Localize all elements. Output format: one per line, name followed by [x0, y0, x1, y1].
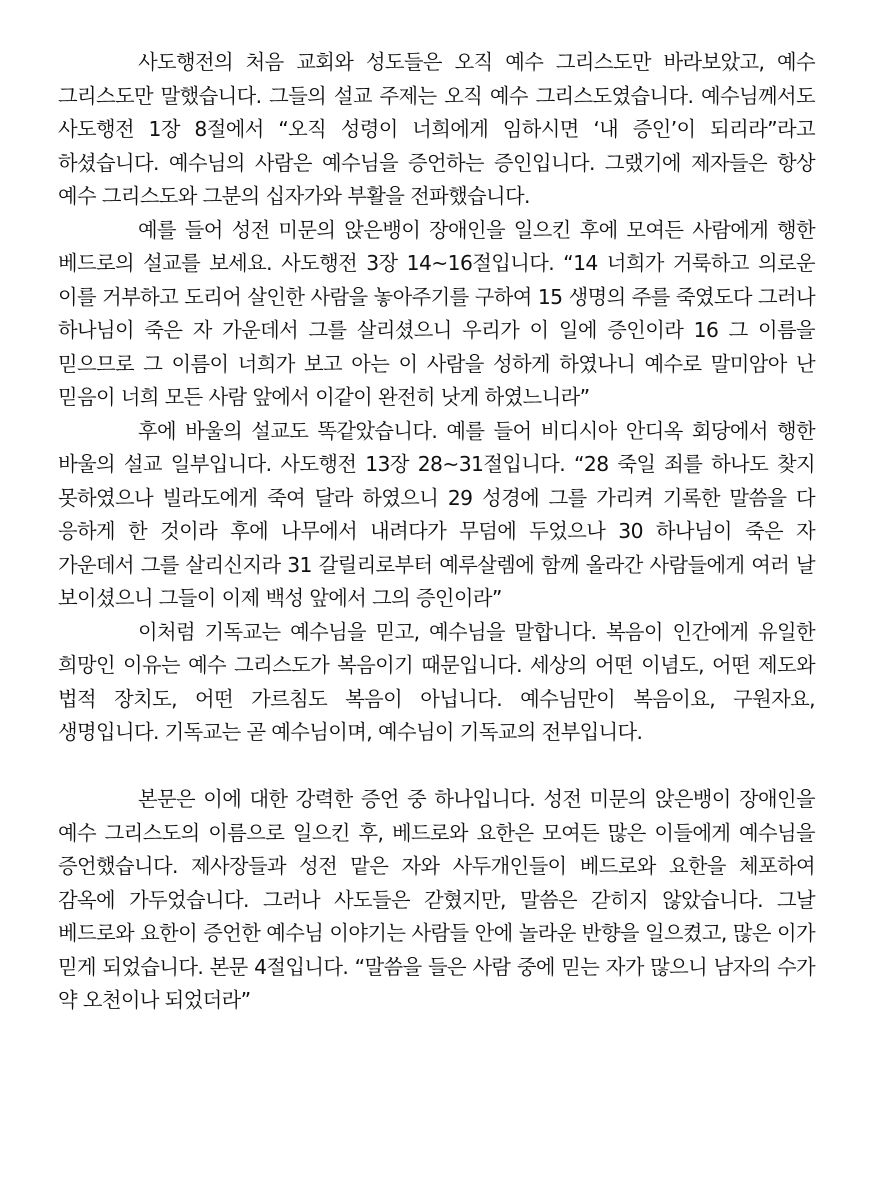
paragraph-1: 사도행전의 처음 교회와 성도들은 오직 예수 그리스도만 바라보았고, 예수 그리스도만 말했습니다. 그들의 설교 주제는 오직 예수 그리스도였습니다. 예수님께서도 사도행전 1장 8절에서 “오직 성령이 너희에게 임하시면 ‘내 증인’이 되리라”라고 하셨습니다. 예수님의 사람은 예수님을 증언하는 증인입니다. 그랬기에 제자들은 항상 예수 그리스도와 그분의 십자가와 부활을 전파했습니다.: [58, 50, 815, 208]
paragraph-spacer: [58, 750, 815, 784]
paragraph-2: 예를 들어 성전 미문의 앉은뱅이 장애인을 일으킨 후에 모여든 사람에게 행한 베드로의 설교를 보세요. 사도행전 3장 14~16절입니다. “14 너희가 거룩하고 의로운 이를 거부하고 도리어 살인한 사람을 놓아주기를 구하여 15 생명의 주를 죽였도다 그러나 하나님이 죽은 자 가운데서 그를 살리셨으니 우리가 이 일에 증인이라 16 그 이름을 믿으므로 그 이름이 너희가 보고 아는 이 사람을 성하게 하였나니 예수로 말미암아 난 믿음이 너희 모든 사람 앞에서 이같이 완전히 낫게 하였느니라”: [58, 217, 815, 409]
paragraph-4: 이처럼 기독교는 예수님을 믿고, 예수님을 말합니다. 복음이 인간에게 유일한 희망인 이유는 예수 그리스도가 복음이기 때문입니다. 세상의 어떤 이념도, 어떤 제도와 법적 장치도, 어떤 가르침도 복음이 아닙니다. 예수님만이 복음이요, 구원자요, 생명입니다. 기독교는 곧 예수님이며, 예수님이 기독교의 전부입니다.: [58, 619, 815, 744]
paragraph-5: 본문은 이에 대한 강력한 증언 중 하나입니다. 성전 미문의 앉은뱅이 장애인을 예수 그리스도의 이름으로 일으킨 후, 베드로와 요한은 모여든 많은 이들에게 예수님을 증언했습니다. 제사장들과 성전 맡은 자와 사두개인들이 베드로와 요한을 체포하여 감옥에 가두었습니다. 그러나 사도들은 갇혔지만, 말씀은 갇히지 않았습니다. 그날 베드로와 요한이 증언한 예수님 이야기는 사람들 안에 놀라운 반향을 일으켰고, 많은 이가 믿게 되었습니다. 본문 4절입니다. “말씀을 들은 사람 중에 믿는 자가 많으니 남자의 수가 약 오천이나 되었더라”: [58, 787, 815, 1012]
paragraph-3: 후에 바울의 설교도 똑같았습니다. 예를 들어 비디시아 안디옥 회당에서 행한 바울의 설교 일부입니다. 사도행전 13장 28~31절입니다. “28 죽일 죄를 하나도 찾지 못하였으나 빌라도에게 죽여 달라 하였으니 29 성경에 그를 가리켜 기록한 말씀을 다 응하게 한 것이라 후에 나무에서 내려다가 무덤에 두었으나 30 하나님이 죽은 자 가운데서 그를 살리신지라 31 갈릴리로부터 예루살렘에 함께 올라간 사람들에게 여러 날 보이셨으니 그들이 이제 백성 앞에서 그의 증인이라”: [58, 418, 815, 610]
